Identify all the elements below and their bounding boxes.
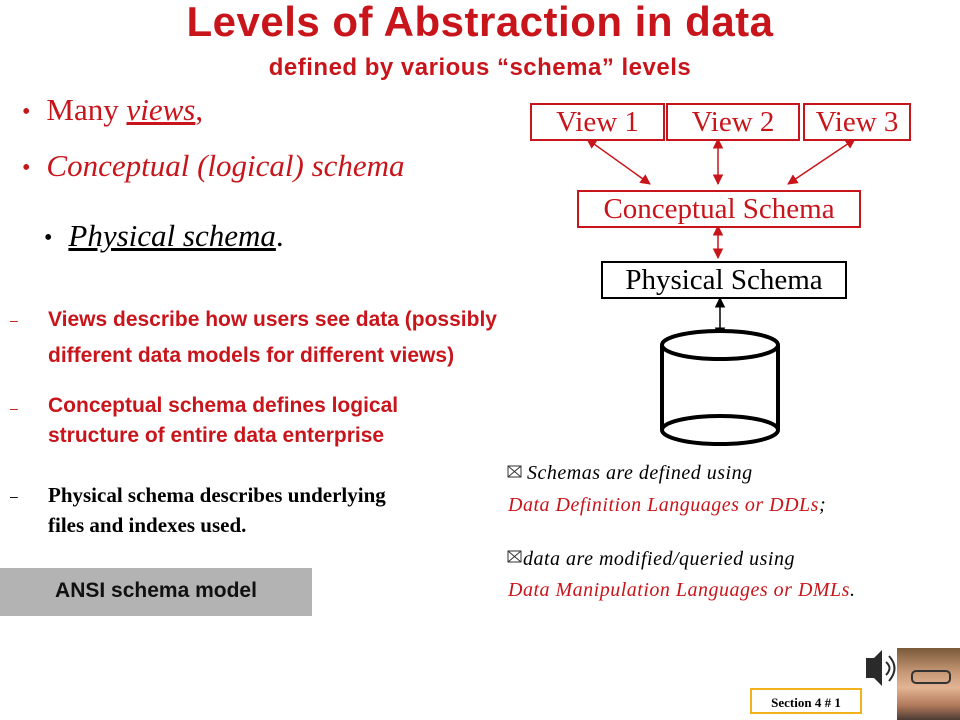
- note-dml-text: Data Manipulation Languages or DMLs: [508, 579, 850, 601]
- section-label: Section 4 # 1: [750, 688, 862, 714]
- arrow-view1-conceptual: [587, 139, 650, 184]
- dash-item-views-line2: different data models for different views): [48, 344, 455, 367]
- database-cylinder-icon: [662, 331, 778, 444]
- speaker-icon: [866, 650, 895, 686]
- dash-marker-3: –: [10, 488, 18, 504]
- dash-marker-1: –: [10, 312, 18, 328]
- physical-schema-box: Physical Schema: [601, 261, 847, 299]
- bullet-physical-suffix: .: [275, 218, 284, 253]
- bullet-physical: • Physical schema.: [44, 218, 284, 253]
- arrow-view3-conceptual: [788, 139, 855, 184]
- note-bullet-icon-1: [508, 466, 521, 477]
- slide-subtitle: defined by various “schema” levels: [268, 54, 692, 81]
- note-ddl-line2: [508, 494, 826, 517]
- presenter-photo: [897, 648, 960, 720]
- bullet-views: • Many views,: [22, 92, 204, 127]
- view-3-box: View 3: [803, 103, 911, 141]
- bullet-views-suffix: ,: [195, 92, 204, 127]
- dash-item-physical-line2: files and indexes used.: [48, 513, 247, 537]
- note-ddl-text: Data Definition Languages or DDLs: [508, 494, 819, 516]
- view-2-box: View 2: [666, 103, 800, 141]
- dash-item-views-line1: Views describe how users see data (possibly: [48, 308, 497, 331]
- bullet-conceptual: • Conceptual (logical) schema: [22, 148, 405, 183]
- glasses-icon: [911, 670, 951, 684]
- bullet-views-prefix: Many: [46, 92, 127, 127]
- slide-title: Levels of Abstraction in data: [186, 0, 774, 45]
- dash-marker-2: –: [10, 400, 18, 416]
- note-dml-end: .: [849, 579, 856, 601]
- note-dml-line2: [508, 579, 855, 602]
- note-ddl-line1: Schemas are defined using: [527, 462, 753, 484]
- view-1-box: View 1: [530, 103, 665, 141]
- dash-item-physical-line1: Physical schema describes underlying: [48, 483, 386, 507]
- bullet-conceptual-text: Conceptual (logical) schema: [46, 148, 405, 183]
- note-ddl-end: ;: [818, 494, 827, 516]
- note-bullet-icon-2: [508, 551, 521, 562]
- dash-item-conceptual-line1: Conceptual schema defines logical: [48, 394, 399, 417]
- bullet-views-link: views: [126, 92, 196, 127]
- ansi-schema-model-label: ANSI schema model: [0, 568, 312, 616]
- note-dml-line1: data are modified/queried using: [523, 548, 795, 570]
- conceptual-schema-box: Conceptual Schema: [577, 190, 861, 228]
- bullet-physical-text: Physical schema: [68, 218, 276, 253]
- dash-item-conceptual-line2: structure of entire data enterprise: [48, 424, 385, 447]
